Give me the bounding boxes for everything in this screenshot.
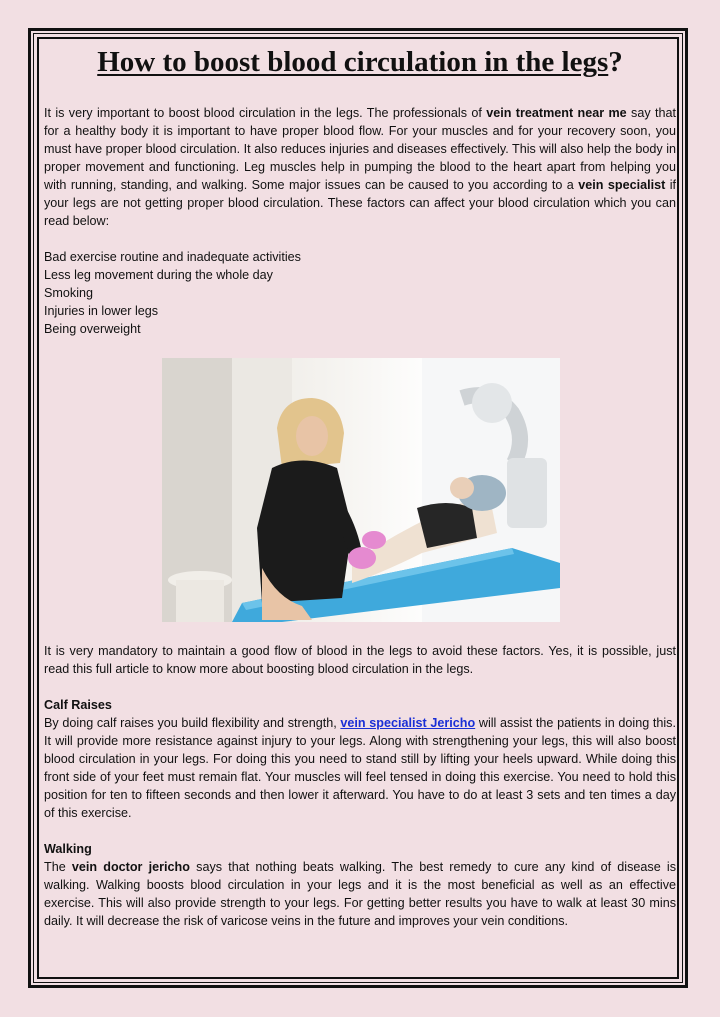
intro-text-3: if your legs are not getting proper blood circulation. These factors can affect your blood circulation which you can read below: <box>44 178 677 228</box>
calf-raises-paragraph <box>44 714 676 822</box>
calf-raises-heading: Calf Raises <box>44 698 112 712</box>
walking-keyword-vein-doctor: vein doctor jericho <box>71 860 190 874</box>
intro-text-1: It is very important to boost blood circulation in the legs. The professionals of <box>44 106 487 120</box>
walking-text-1: The <box>44 860 72 874</box>
intro-keyword-vein-treatment: vein treatment near me <box>486 106 627 120</box>
title-text: How to boost blood circulation in the legs <box>97 46 609 78</box>
factor-item: Injuries in lower legs <box>44 304 159 318</box>
clinic-photo <box>162 358 560 622</box>
document-body <box>44 40 676 930</box>
factor-item: Smoking <box>44 286 93 300</box>
page-title <box>44 40 676 84</box>
after-image-paragraph: It is very mandatory to maintain a good flow of blood in the legs to avoid these factors. Yes, it is possible, just read this full article to know more about boosting blood circulation in the legs. <box>44 644 676 676</box>
walking-text-2: says that nothing beats walking. The best remedy to cure any kind of disease is walking. Walking boosts blood circulation in your legs and it is the most beneficial as well as an effective exercise. This will also provide strength to your legs. For getting better results you have to walk at least 30 mins daily. It will decrease the risk of varicose veins in the future and improves your vein conditions. <box>44 860 676 928</box>
factor-item: Being overweight <box>44 322 141 336</box>
intro-text-2: say that for a healthy body it is important to have proper blood flow. For your muscles and for your recovery soon, you must have proper blood circulation. It also reduces injuries and diseases effectively. This will also help the body in proper movement and functioning. Leg muscles help in pumping the blood to the heart apart from helping you with running, standing, and walking. Some major issues can be caused to you according to a <box>44 106 676 192</box>
calf-text-2: will assist the patients in doing this. It will provide more resistance against injury to your legs. Along with strengthening your legs, this will also boost blood circulation in your legs. For doing this you need to stand still by lifting your heels upward. While doing this front side of your feet must remain flat. Your muscles will feel tensed in doing this exercise. You need to hold this position for ten to fifteen seconds and then lower it afterward. You have to do at least 3 sets and ten times a day of this exercise. <box>44 716 676 820</box>
vein-specialist-jericho-link[interactable]: vein specialist Jericho <box>340 716 476 730</box>
walking-paragraph <box>44 858 676 930</box>
calf-text-1: By doing calf raises you build flexibility and strength, <box>44 716 341 730</box>
clinic-photo-illustration <box>162 358 560 622</box>
factors-list <box>44 248 676 338</box>
factor-item: Bad exercise routine and inadequate activities <box>44 250 301 264</box>
title-question-mark: ? <box>608 46 623 78</box>
factor-item: Less leg movement during the whole day <box>44 268 273 282</box>
walking-heading: Walking <box>44 842 92 856</box>
intro-keyword-vein-specialist: vein specialist <box>578 178 666 192</box>
intro-paragraph <box>44 104 676 230</box>
